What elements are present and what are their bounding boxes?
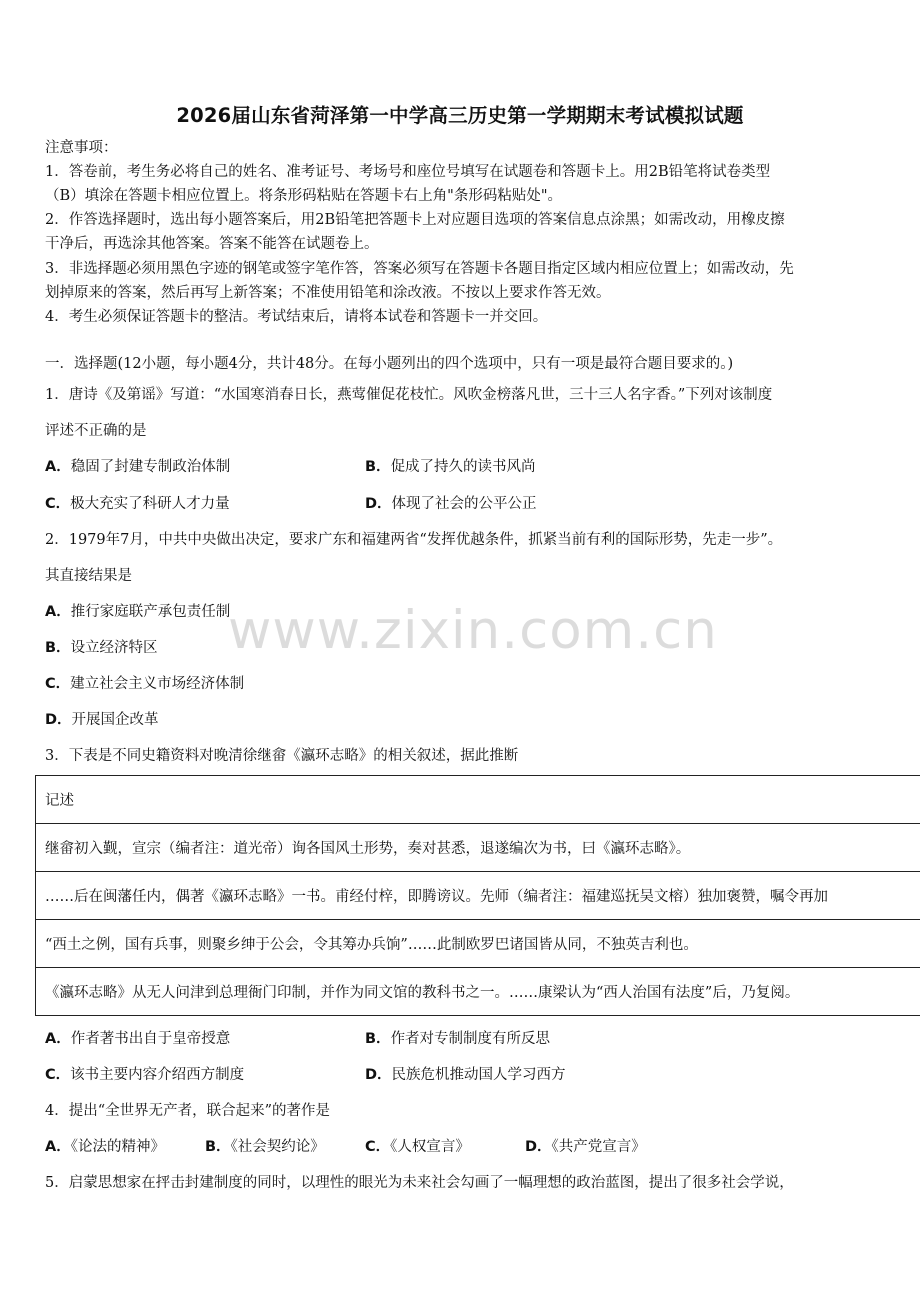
exam-title: 2026届山东省菏泽第一中学高三历史第一学期期末考试模拟试题 bbox=[176, 104, 744, 127]
table-row bbox=[36, 968, 920, 1016]
table-cell: 《瀛环志略》从无人问津到总理衙门印制，并作为同文馆的教科书之一。……康梁认为“西人治国有法度”后，乃复阅。 bbox=[36, 968, 920, 1016]
table-cell: ……后在闽藩任内，偶著《瀛环志略》一书。甫经付梓，即腾谤议。先师（编者注：福建巡抚吴文榕）独加褒赞，嘱令再加 bbox=[36, 872, 920, 920]
table-cell: 继畲初入觐，宣宗（编者注：道光帝）询各国风土形势，奏对甚悉，退遂编次为书，曰《瀛环志略》。 bbox=[36, 824, 920, 872]
section-heading: 一．选择题(12小题，每小题4分，共计48分。在每小题列出的四个选项中，只有一项是最符合题目要求的。) bbox=[45, 356, 734, 372]
notice-line: 2．作答选择题时，选出每小题答案后，用2B铅笔把答题卡上对应题目选项的答案信息点涂黑；如需改动，用橡皮擦 bbox=[45, 212, 785, 228]
notice-line: 3．非选择题必须用黑色字迹的钢笔或签字笔作答，答案必须写在答题卡各题目指定区域内相应位置上；如需改动，先 bbox=[45, 261, 794, 277]
q1-option-b: B．促成了持久的读书风尚 bbox=[365, 459, 536, 475]
q3-option-c: C．该书主要内容介绍西方制度 bbox=[45, 1067, 245, 1083]
q4-option-a: A．《论法的精神》 bbox=[45, 1139, 165, 1155]
notice-heading: 注意事项： bbox=[45, 140, 118, 156]
question-2-stem: 2．1979年7月，中共中央做出决定，要求广东和福建两省“发挥优越条件，抓紧当前有利的国际形势，先走一步”。 bbox=[45, 532, 783, 548]
q2-option-a: A．推行家庭联产承包责任制 bbox=[45, 604, 231, 620]
table-row bbox=[36, 872, 920, 920]
notice-line: 划掉原来的答案，然后再写上新答案；不准使用铅笔和涂改液。不按以上要求作答无效。 bbox=[45, 285, 611, 301]
question-1-stem: 1．唐诗《及第谣》写道：“水国寒消春日长，燕莺催促花枝忙。风吹金榜落凡世，三十三人名字香。”下列对该制度 bbox=[45, 387, 773, 403]
q2-option-d: D．开展国企改革 bbox=[45, 712, 159, 728]
notice-line: 1．答卷前，考生务必将自己的姓名、准考证号、考场号和座位号填写在试题卷和答题卡上。用2B铅笔将试卷类型 bbox=[45, 164, 771, 180]
q3-option-b: B．作者对专制制度有所反思 bbox=[365, 1031, 551, 1047]
history-source-table bbox=[35, 775, 920, 1016]
question-1-stem: 评述不正确的是 bbox=[45, 423, 147, 439]
q4-option-c: C．《人权宣言》 bbox=[365, 1139, 470, 1155]
table-row bbox=[36, 824, 920, 872]
q3-option-d: D．民族危机推动国人学习西方 bbox=[365, 1067, 566, 1083]
q2-option-c: C．建立社会主义市场经济体制 bbox=[45, 676, 245, 692]
watermark: www.zixin.com.cn bbox=[228, 600, 718, 661]
table-cell: 记述 bbox=[36, 776, 920, 824]
notice-line: （B）填涂在答题卡相应位置上。将条形码粘贴在答题卡右上角"条形码粘贴处"。 bbox=[45, 188, 562, 204]
question-2-stem: 其直接结果是 bbox=[45, 568, 132, 584]
table-cell: “西土之例，国有兵事，则聚乡绅于公会，令其筹办兵饷”……此制欧罗巴诸国皆从同，不独英吉利也。 bbox=[36, 920, 920, 968]
q1-option-d: D．体现了社会的公平公正 bbox=[365, 496, 537, 512]
q4-option-b: B．《社会契约论》 bbox=[205, 1139, 325, 1155]
question-5-stem: 5．启蒙思想家在抨击封建制度的同时，以理性的眼光为未来社会勾画了一幅理想的政治蓝图，提出了很多社会学说， bbox=[45, 1175, 794, 1191]
question-4-stem: 4．提出“全世界无产者，联合起来”的著作是 bbox=[45, 1103, 331, 1119]
question-3-stem: 3．下表是不同史籍资料对晚清徐继畲《瀛环志略》的相关叙述，据此推断 bbox=[45, 748, 519, 764]
q4-option-d: D．《共产党宣言》 bbox=[525, 1139, 646, 1155]
q2-option-b: B．设立经济特区 bbox=[45, 640, 158, 656]
table-row bbox=[36, 920, 920, 968]
q3-option-a: A．作者著书出自于皇帝授意 bbox=[45, 1031, 231, 1047]
q1-option-a: A．稳固了封建专制政治体制 bbox=[45, 459, 231, 475]
notice-line: 干净后，再选涂其他答案。答案不能答在试题卷上。 bbox=[45, 236, 379, 252]
q1-option-c: C．极大充实了科研人才力量 bbox=[45, 496, 230, 512]
table-row bbox=[36, 776, 920, 824]
notice-line: 4．考生必须保证答题卡的整洁。考试结束后，请将本试卷和答题卡一并交回。 bbox=[45, 309, 548, 325]
